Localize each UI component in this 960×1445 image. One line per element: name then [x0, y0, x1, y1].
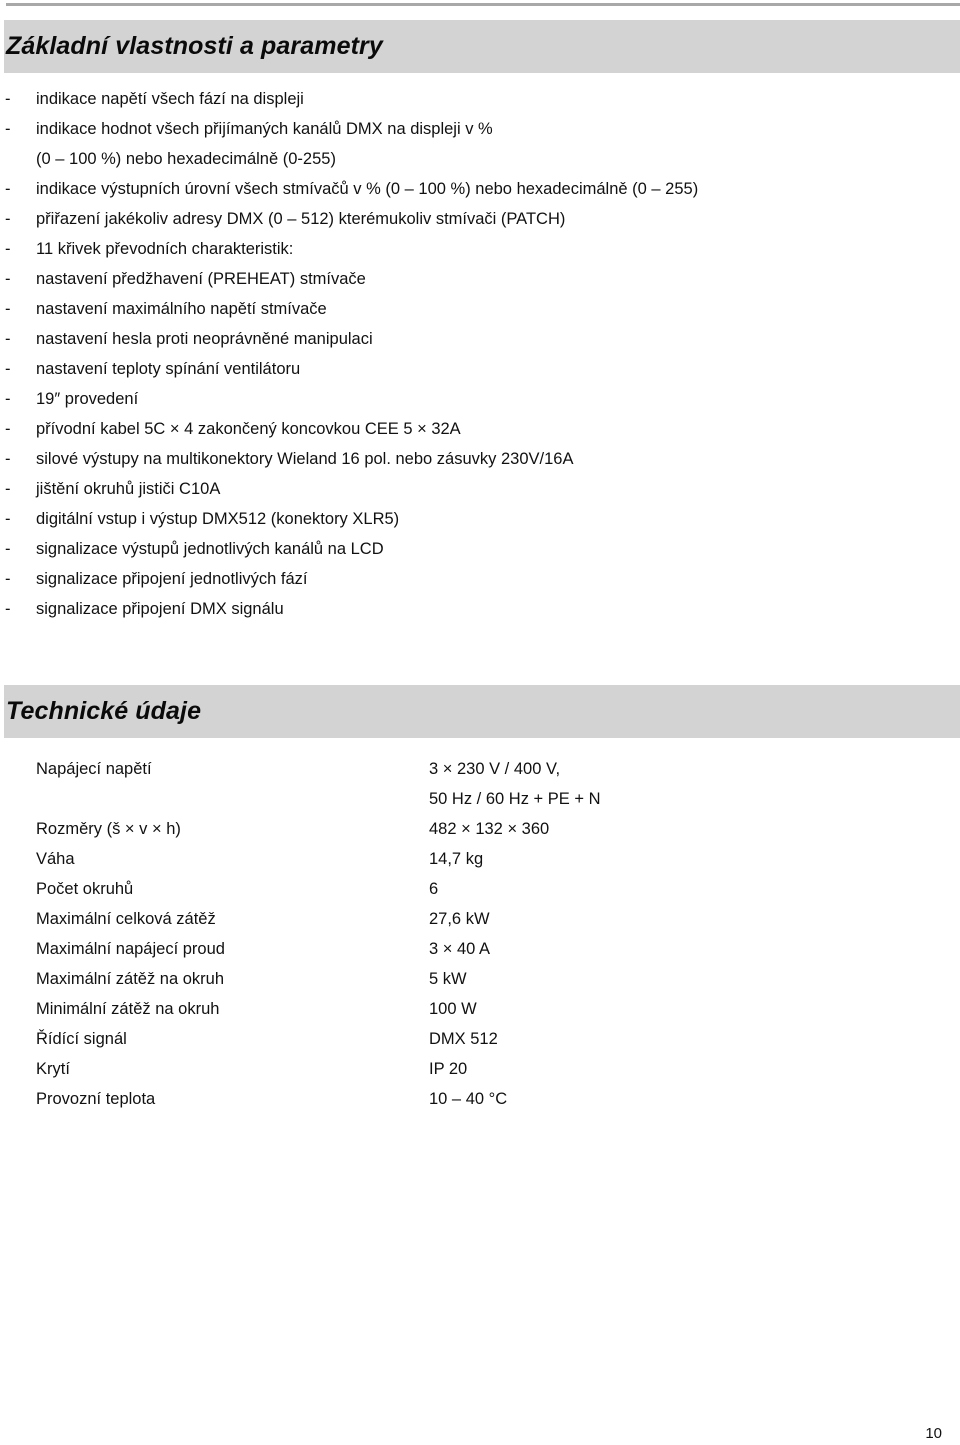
- feature-item: [0, 234, 960, 264]
- page-number: 10: [925, 1425, 942, 1442]
- feature-item: [0, 114, 960, 144]
- section-title-features: Základní vlastnosti a parametry: [6, 32, 383, 60]
- spec-label: Krytí: [36, 1060, 70, 1078]
- spec-value: 50 Hz / 60 Hz + PE + N: [429, 790, 601, 808]
- feature-text: nastavení maximálního napětí stmívače: [36, 300, 327, 318]
- bullet-dash: -: [5, 420, 11, 438]
- feature-text: 19″ provedení: [36, 390, 139, 408]
- feature-item: [0, 474, 960, 504]
- bullet-dash: -: [5, 480, 11, 498]
- spec-label: Minimální zátěž na okruh: [36, 1000, 220, 1018]
- feature-item: [0, 264, 960, 294]
- spec-row: [0, 964, 960, 994]
- feature-text: silové výstupy na multikonektory Wieland 16 pol. nebo zásuvky 230V/16A: [36, 450, 574, 468]
- feature-text: 11 křivek převodních charakteristik:: [36, 240, 294, 258]
- bullet-dash: -: [5, 240, 11, 258]
- spec-value: 27,6 kW: [429, 910, 490, 928]
- spec-row: [0, 1084, 960, 1114]
- spec-label: Napájecí napětí: [36, 760, 152, 778]
- spec-value: 5 kW: [429, 970, 467, 988]
- spec-label: Rozměry (š × v × h): [36, 820, 181, 838]
- spec-row: [0, 784, 960, 814]
- feature-text: přívodní kabel 5C × 4 zakončený koncovkou CEE 5 × 32A: [36, 420, 461, 438]
- feature-text: indikace výstupních úrovní všech stmívačů v % (0 – 100 %) nebo hexadecimálně (0 – 255): [36, 180, 699, 198]
- feature-text: digitální vstup i výstup DMX512 (konektory XLR5): [36, 510, 400, 528]
- feature-text: jištění okruhů jističi C10A: [36, 480, 221, 498]
- spec-label: Maximální celková zátěž: [36, 910, 216, 928]
- bullet-dash: -: [5, 570, 11, 588]
- bullet-dash: -: [5, 360, 11, 378]
- bullet-dash: -: [5, 390, 11, 408]
- bullet-dash: -: [5, 300, 11, 318]
- feature-item: [0, 84, 960, 114]
- feature-item: [0, 564, 960, 594]
- spec-label: Provozní teplota: [36, 1090, 156, 1108]
- bullet-dash: -: [5, 600, 11, 618]
- feature-item: [0, 444, 960, 474]
- spec-value: 100 W: [429, 1000, 477, 1018]
- feature-item: [0, 294, 960, 324]
- feature-item: [0, 504, 960, 534]
- spec-row: [0, 874, 960, 904]
- spec-label: Váha: [36, 850, 75, 868]
- spec-row: [0, 994, 960, 1024]
- feature-item: [0, 204, 960, 234]
- bullet-dash: -: [5, 270, 11, 288]
- bullet-dash: -: [5, 210, 11, 228]
- bullet-dash: -: [5, 120, 11, 138]
- feature-item: [0, 144, 960, 174]
- feature-text: nastavení hesla proti neoprávněné manipulaci: [36, 330, 373, 348]
- spec-table: [0, 754, 960, 1114]
- feature-text: indikace napětí všech fází na displeji: [36, 90, 304, 108]
- feature-item: [0, 594, 960, 624]
- bullet-dash: -: [5, 330, 11, 348]
- feature-text: přiřazení jakékoliv adresy DMX (0 – 512) kterémukoliv stmívači (PATCH): [36, 210, 566, 228]
- bullet-dash: -: [5, 90, 11, 108]
- spec-value: IP 20: [429, 1060, 468, 1078]
- bullet-dash: -: [5, 180, 11, 198]
- feature-item: [0, 534, 960, 564]
- spec-value: 482 × 132 × 360: [429, 820, 550, 838]
- spec-value: DMX 512: [429, 1030, 498, 1048]
- bullet-dash: -: [5, 540, 11, 558]
- spec-value: 3 × 40 A: [429, 940, 491, 958]
- top-rule: [6, 3, 960, 6]
- section-header-features: [4, 20, 960, 73]
- spec-label: Maximální napájecí proud: [36, 940, 225, 958]
- spec-row: [0, 934, 960, 964]
- spec-row: [0, 754, 960, 784]
- feature-list: [0, 84, 960, 624]
- spec-value: 6: [429, 880, 439, 898]
- feature-text: nastavení teploty spínání ventilátoru: [36, 360, 301, 378]
- feature-item: [0, 414, 960, 444]
- bullet-dash: -: [5, 510, 11, 528]
- spec-label: Řídící signál: [36, 1030, 127, 1048]
- spec-row: [0, 1054, 960, 1084]
- spec-label: Maximální zátěž na okruh: [36, 970, 225, 988]
- spec-value: 10 – 40 °C: [429, 1090, 508, 1108]
- feature-text: signalizace výstupů jednotlivých kanálů na LCD: [36, 540, 384, 558]
- spec-value: 3 × 230 V / 400 V,: [429, 760, 561, 778]
- spec-row: [0, 904, 960, 934]
- feature-text: (0 – 100 %) nebo hexadecimálně (0-255): [36, 150, 336, 168]
- feature-item: [0, 354, 960, 384]
- feature-item: [0, 174, 960, 204]
- feature-text: signalizace připojení jednotlivých fází: [36, 570, 308, 588]
- spec-row: [0, 814, 960, 844]
- section-header-technical-data: [4, 685, 960, 738]
- spec-row: [0, 844, 960, 874]
- spec-label: Počet okruhů: [36, 880, 134, 898]
- bullet-dash: -: [5, 450, 11, 468]
- feature-item: [0, 384, 960, 414]
- feature-item: [0, 324, 960, 354]
- section-title-technical-data: Technické údaje: [6, 697, 202, 725]
- feature-text: nastavení předžhavení (PREHEAT) stmívače: [36, 270, 366, 288]
- feature-text: signalizace připojení DMX signálu: [36, 600, 284, 618]
- feature-text: indikace hodnot všech přijímaných kanálů DMX na displeji v %: [36, 120, 493, 138]
- spec-value: 14,7 kg: [429, 850, 484, 868]
- spec-row: [0, 1024, 960, 1054]
